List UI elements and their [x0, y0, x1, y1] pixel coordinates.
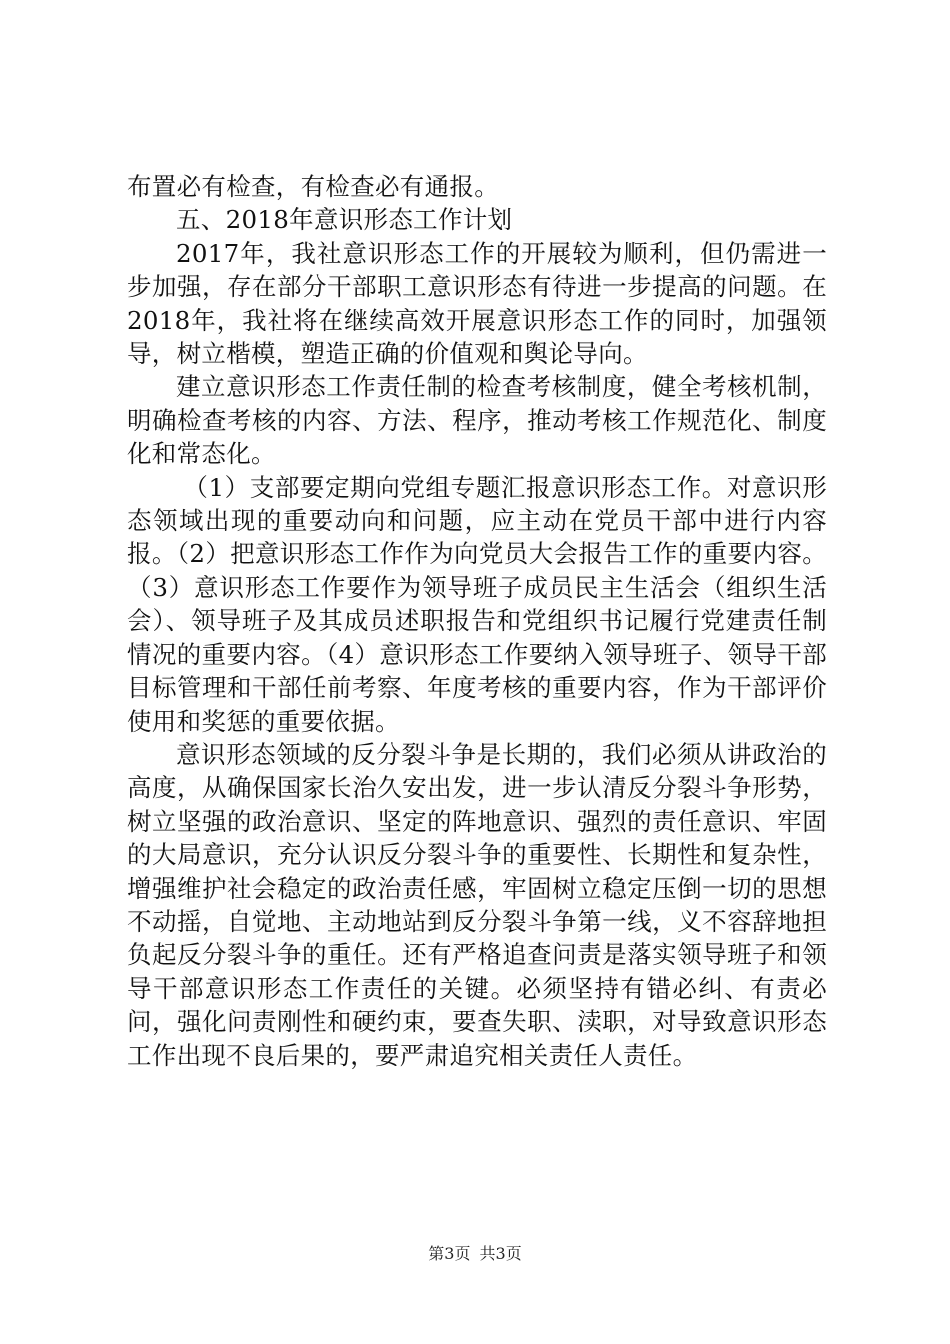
paragraph-continuation: 布置必有检查，有检查必有通报。: [127, 172, 499, 201]
section-heading: 五、2018年意识形态工作计划: [176, 205, 513, 235]
paragraph-assessment-system: 建立意识形态工作责任制的检查考核制度，健全考核机制，明确检查考核的内容、方法、程序，推动考核工作规范化、制度化和常态化。: [127, 372, 827, 469]
paragraph-2017-summary: 2017年，我社意识形态工作的开展较为顺利，但仍需进一步加强，存在部分干部职工意识形态有待进一步提高的问题。在2018年，我社将在继续高效开展意识形态工作的同时，加强领导，树立楷模，塑造正确的价值观和舆论导向。: [127, 238, 827, 369]
paragraph-numbered-items: （1）支部要定期向党组专题汇报意识形态工作。对意识形态领域出现的重要动向和问题，应主动在党员干部中进行内容报。（2）把意识形态工作作为向党员大会报告工作的重要内容。（3）意识形态工作要作为领导班子成员民主生活会（组织生活会）、领导班子及其成员述职报告和党组织书记履行党建责任制情况的重要内容。（4）意识形态工作要纳入领导班子、领导干部目标管理和干部任前考察、年度考核的重要内容，作为干部评价使用和奖惩的重要依据。: [127, 472, 827, 736]
page-number-footer: 第3页 共3页: [428, 1244, 522, 1263]
document-body: [127, 170, 827, 1072]
paragraph-anti-separatism: 意识形态领域的反分裂斗争是长期的，我们必须从讲政治的高度，从确保国家长治久安出发，进一步认清反分裂斗争形势，树立坚强的政治意识、坚定的阵地意识、强烈的责任意识、牢固的大局意识，充分认识反分裂斗争的重要性、长期性和复杂性，增强维护社会稳定的政治责任感，牢固树立稳定压倒一切的思想不动摇，自觉地、主动地站到反分裂斗争第一线，义不容辞地担负起反分裂斗争的重任。还有严格追查问责是落实领导班子和领导干部意识形态工作责任的关键。必须坚持有错必纠、有责必问，强化问责刚性和硬约束，要查失职、渎职，对导致意识形态工作出现不良后果的，要严肃追究相关责任人责任。: [127, 739, 827, 1070]
